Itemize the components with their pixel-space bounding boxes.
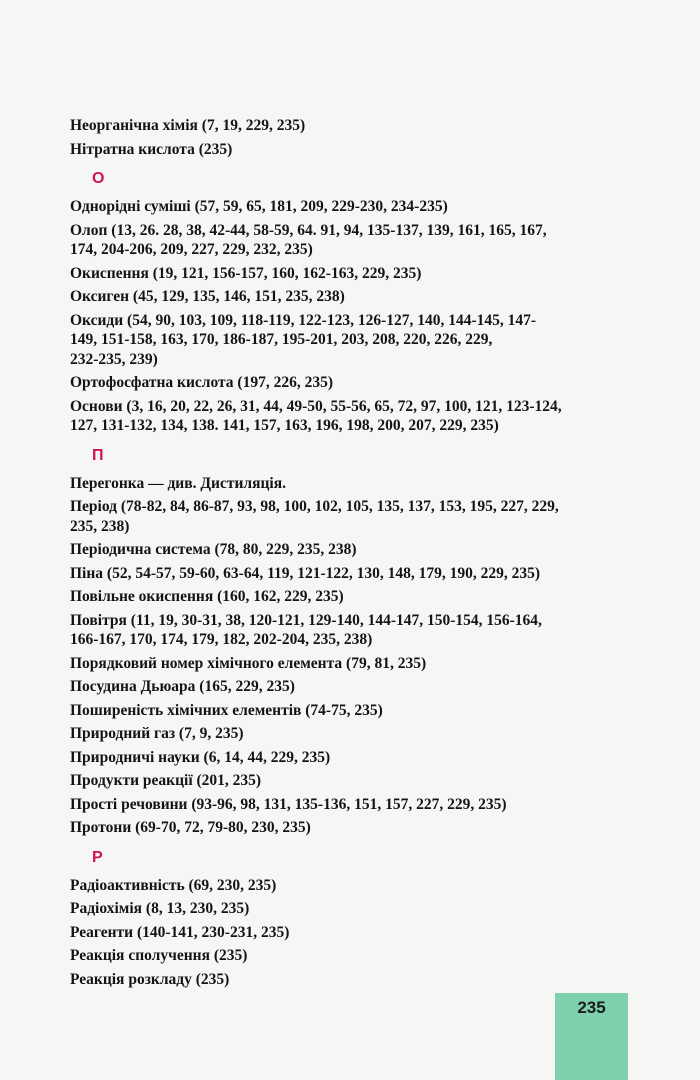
index-entry-text: Оксиди (54, 90, 103, 109, 118-119, 122-123, 126-127, 140, 144-145, 147- xyxy=(70,311,537,329)
index-entry xyxy=(70,701,630,721)
index-entry-text: Нітратна кислота (235) xyxy=(70,140,233,158)
index-group-continuation xyxy=(70,116,630,159)
index-entry-text: Прості речовини (93-96, 98, 131, 135-136, 151, 157, 227, 229, 235) xyxy=(70,795,507,813)
page-number-tab xyxy=(555,993,628,1080)
index-entry xyxy=(70,540,630,560)
index-entry xyxy=(70,748,630,768)
index-entry-continuation: 149, 151-158, 163, 170, 186-187, 195-201, 203, 208, 220, 226, 229, xyxy=(70,331,493,348)
index-entry xyxy=(70,564,630,584)
index-entry xyxy=(70,311,630,370)
index-entry xyxy=(70,771,630,791)
index-entry xyxy=(70,923,630,943)
subject-index xyxy=(70,116,630,993)
index-entry-continuation: 232-235, 239) xyxy=(70,350,158,368)
index-entry-continuation: 127, 131-132, 134, 138. 141, 157, 163, 196, 198, 200, 207, 229, 235) xyxy=(70,417,499,434)
index-entry-text: Ортофосфатна кислота (197, 226, 235) xyxy=(70,374,334,391)
index-entry xyxy=(70,474,630,494)
index-entry xyxy=(70,264,630,284)
index-entry xyxy=(70,970,630,990)
index-entry xyxy=(70,677,630,697)
index-entry-text: Піна (52, 54-57, 59-60, 63-64, 119, 121-122, 130, 148, 179, 190, 229, 235) xyxy=(70,564,541,582)
index-entry xyxy=(70,946,630,966)
index-group-r xyxy=(70,876,630,990)
index-entry-text: Перегонка — див. Дистиляція. xyxy=(70,474,286,492)
index-entry-text: Окиспення (19, 121, 156-157, 160, 162-163, 229, 235) xyxy=(70,264,422,282)
index-entry xyxy=(70,611,630,650)
index-entry-text: Основи (3, 16, 20, 22, 26, 31, 44, 49-50, 55-56, 65, 72, 97, 100, 121, 123-124, xyxy=(70,397,562,415)
index-group-p xyxy=(70,474,630,838)
index-entry-text: Природничі науки (6, 14, 44, 229, 235) xyxy=(70,748,331,766)
index-entry-text: Оксиген (45, 129, 135, 146, 151, 235, 238) xyxy=(70,288,345,305)
page-number: 235 xyxy=(577,998,606,1017)
index-entry xyxy=(70,116,630,136)
index-entry xyxy=(70,899,630,919)
index-entry xyxy=(70,197,630,217)
index-entry-text: Реакція розкладу (235) xyxy=(70,970,230,988)
index-entry-text: Повільне окиспення (160, 162, 229, 235) xyxy=(70,588,344,605)
index-entry xyxy=(70,876,630,896)
index-entry xyxy=(70,397,630,436)
index-entry xyxy=(70,497,630,536)
index-entry-text: Протони (69-70, 72, 79-80, 230, 235) xyxy=(70,819,311,836)
index-entry-text: Період (78-82, 84, 86-87, 93, 98, 100, 102, 105, 135, 137, 153, 195, 227, 229, xyxy=(70,498,559,515)
index-entry-text: Однорідні суміші (57, 59, 65, 181, 209, 229-230, 234-235) xyxy=(70,198,448,215)
index-entry-continuation: 235, 238) xyxy=(70,517,130,535)
index-entry-continuation: 174, 204-206, 209, 227, 229, 232, 235) xyxy=(70,241,313,258)
index-entry xyxy=(70,221,630,260)
index-entry-text: Продукти реакції (201, 235) xyxy=(70,772,262,789)
index-entry xyxy=(70,724,630,744)
index-entry-text: Радіохімія (8, 13, 230, 235) xyxy=(70,900,250,917)
index-entry-text: Неорганічна хімія (7, 19, 229, 235) xyxy=(70,117,306,134)
index-entry-text: Реакція сполучення (235) xyxy=(70,947,248,964)
index-entry-text: Порядковий номер хімічного елемента (79, 81, 235) xyxy=(70,654,427,672)
index-entry-text: Радіоактивність (69, 230, 235) xyxy=(70,876,277,894)
index-entry xyxy=(70,795,630,815)
index-entry xyxy=(70,287,630,307)
index-entry-text: Поширеність хімічних елементів (74-75, 235) xyxy=(70,701,383,719)
index-entry xyxy=(70,373,630,393)
index-letter-o: О xyxy=(92,170,105,187)
index-entry-continuation: 166-167, 170, 174, 179, 182, 202-204, 235, 238) xyxy=(70,631,373,648)
index-entry-text: Посудина Дьюара (165, 229, 235) xyxy=(70,678,295,695)
index-letter-r: Р xyxy=(92,848,103,866)
index-entry-text: Олоп (13, 26. 28, 38, 42-44, 58-59, 64. 91, 94, 135-137, 139, 161, 165, 167, xyxy=(70,221,547,239)
index-entry xyxy=(70,587,630,607)
index-group-o xyxy=(70,197,630,436)
index-entry-text: Періодична система (78, 80, 229, 235, 238) xyxy=(70,541,357,558)
index-entry xyxy=(70,818,630,838)
index-entry-text: Природний газ (7, 9, 235) xyxy=(70,725,244,742)
index-entry-text: Реагенти (140-141, 230-231, 235) xyxy=(70,923,290,941)
index-entry xyxy=(70,654,630,674)
index-entry xyxy=(70,140,630,160)
index-entry-text: Повітря (11, 19, 30-31, 38, 120-121, 129-140, 144-147, 150-154, 156-164, xyxy=(70,611,542,629)
index-letter-p: П xyxy=(92,446,104,464)
